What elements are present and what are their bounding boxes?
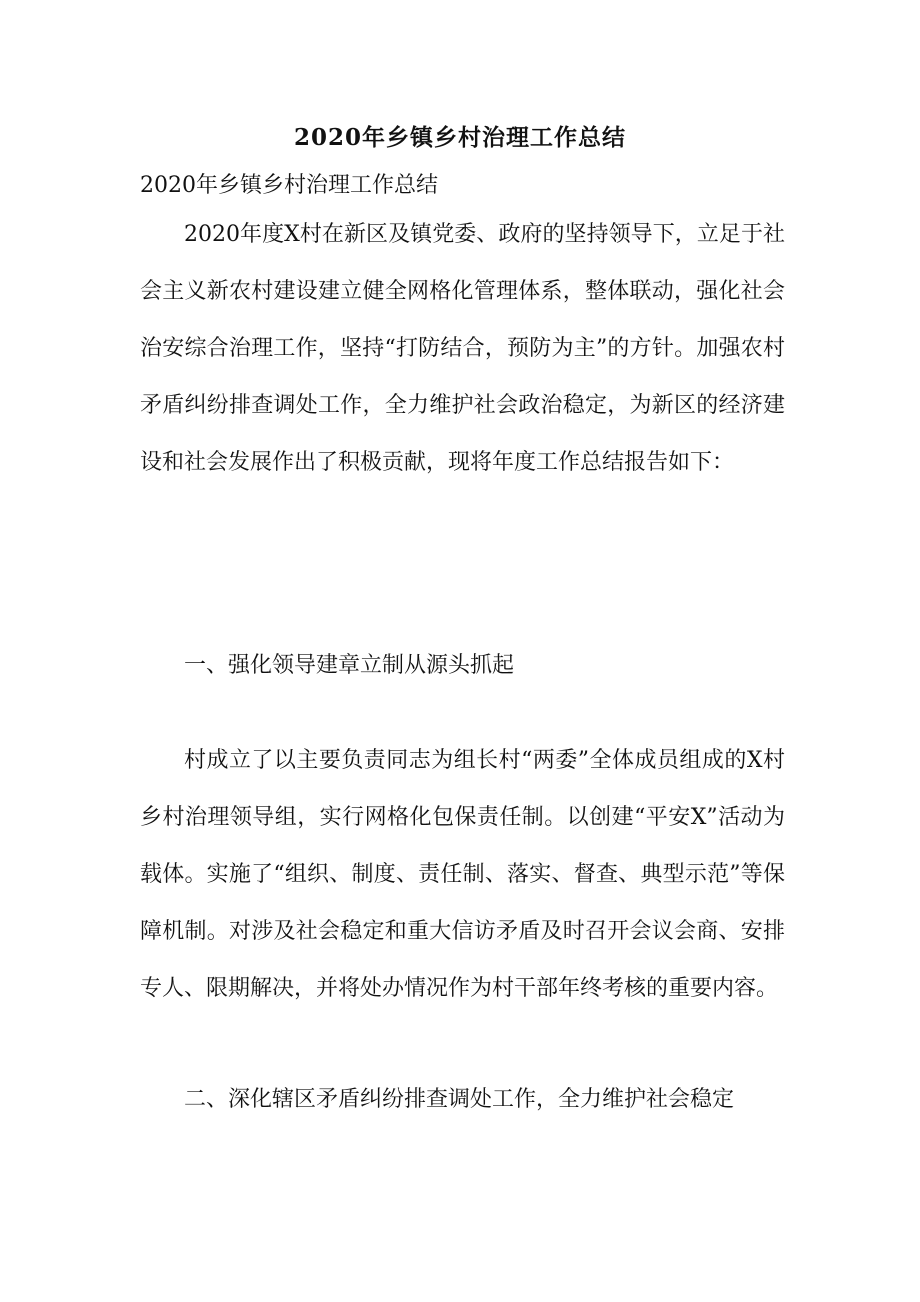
section-1-heading: 一、强化领导建章立制从源头抓起 [184,653,515,678]
section-2-heading: 二、深化辖区矛盾纠纷排查调处工作，全力维护社会稳定 [184,1087,735,1112]
document-subtitle: 2020年乡镇乡村治理工作总结 [140,173,438,198]
document-title: 2020年乡镇乡村治理工作总结 [293,124,626,151]
section-1-paragraph: 村成立了以主要负责同志为组长村“两委”全体成员组成的X村乡村治理领导组，实行网格化包保责任制。以创建“平安X”活动为载体。实施了“组织、制度、责任制、落实、督查、典型示范”等保障机制。对涉及社会稳定和重大信访矛盾及时召开会议会商、安排专人、限期解决，并将处办情况作为村干部年终考核的重要内容。 [140,748,785,1001]
intro-paragraph: 2020年度X村在新区及镇党委、政府的坚持领导下，立足于社会主义新农村建设建立健全网格化管理体系，整体联动，强化社会治安综合治理工作，坚持“打防结合，预防为主”的方针。加强农村矛盾纠纷排查调处工作，全力维护社会政治稳定，为新区的经济建设和社会发展作出了积极贡献，现将年度工作总结报告如下： [140,222,785,475]
